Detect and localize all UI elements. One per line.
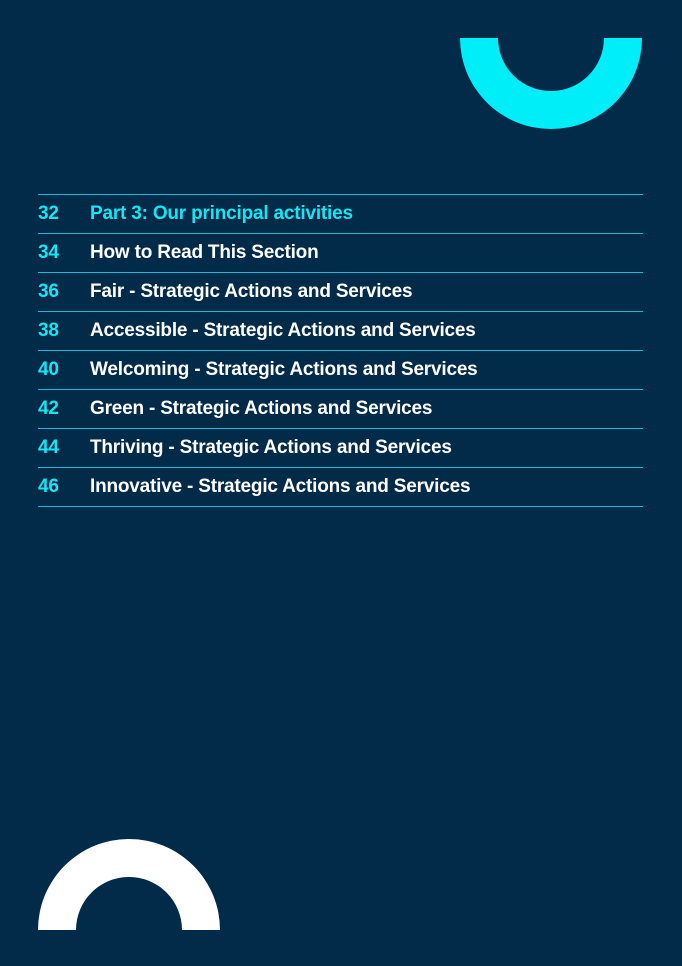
toc-entry-part-3[interactable] <box>38 195 643 234</box>
toc-entry-title: Welcoming - Strategic Actions and Services <box>90 359 478 380</box>
toc-page-number: 32 <box>38 203 59 224</box>
white-half-arch-icon <box>36 836 222 932</box>
toc-entry-title: Innovative - Strategic Actions and Services <box>90 476 471 497</box>
toc-page-number: 46 <box>38 476 59 497</box>
toc-entry-title: How to Read This Section <box>90 242 319 263</box>
toc-page-number: 40 <box>38 359 59 380</box>
toc-entry-title: Accessible - Strategic Actions and Services <box>90 320 476 341</box>
toc-page-number: 38 <box>38 320 59 341</box>
toc-page-number: 42 <box>38 398 59 419</box>
toc-page-number: 44 <box>38 437 59 458</box>
toc-entry-innovative[interactable] <box>38 468 643 507</box>
toc-entry-title: Thriving - Strategic Actions and Services <box>90 437 452 458</box>
toc-entry-accessible[interactable] <box>38 312 643 351</box>
toc-page-number: 36 <box>38 281 59 302</box>
toc-entry-welcoming[interactable] <box>38 351 643 390</box>
toc-page-number: 34 <box>38 242 59 263</box>
toc-entry-how-to-read[interactable] <box>38 234 643 273</box>
toc-entry-green[interactable] <box>38 390 643 429</box>
toc-entry-title: Green - Strategic Actions and Services <box>90 398 433 419</box>
toc-entry-title: Part 3: Our principal activities <box>90 203 353 224</box>
toc-entry-fair[interactable] <box>38 273 643 312</box>
toc-entry-thriving[interactable] <box>38 429 643 468</box>
cyan-half-ring-icon <box>458 36 644 132</box>
table-of-contents <box>38 194 643 507</box>
toc-entry-title: Fair - Strategic Actions and Services <box>90 281 413 302</box>
